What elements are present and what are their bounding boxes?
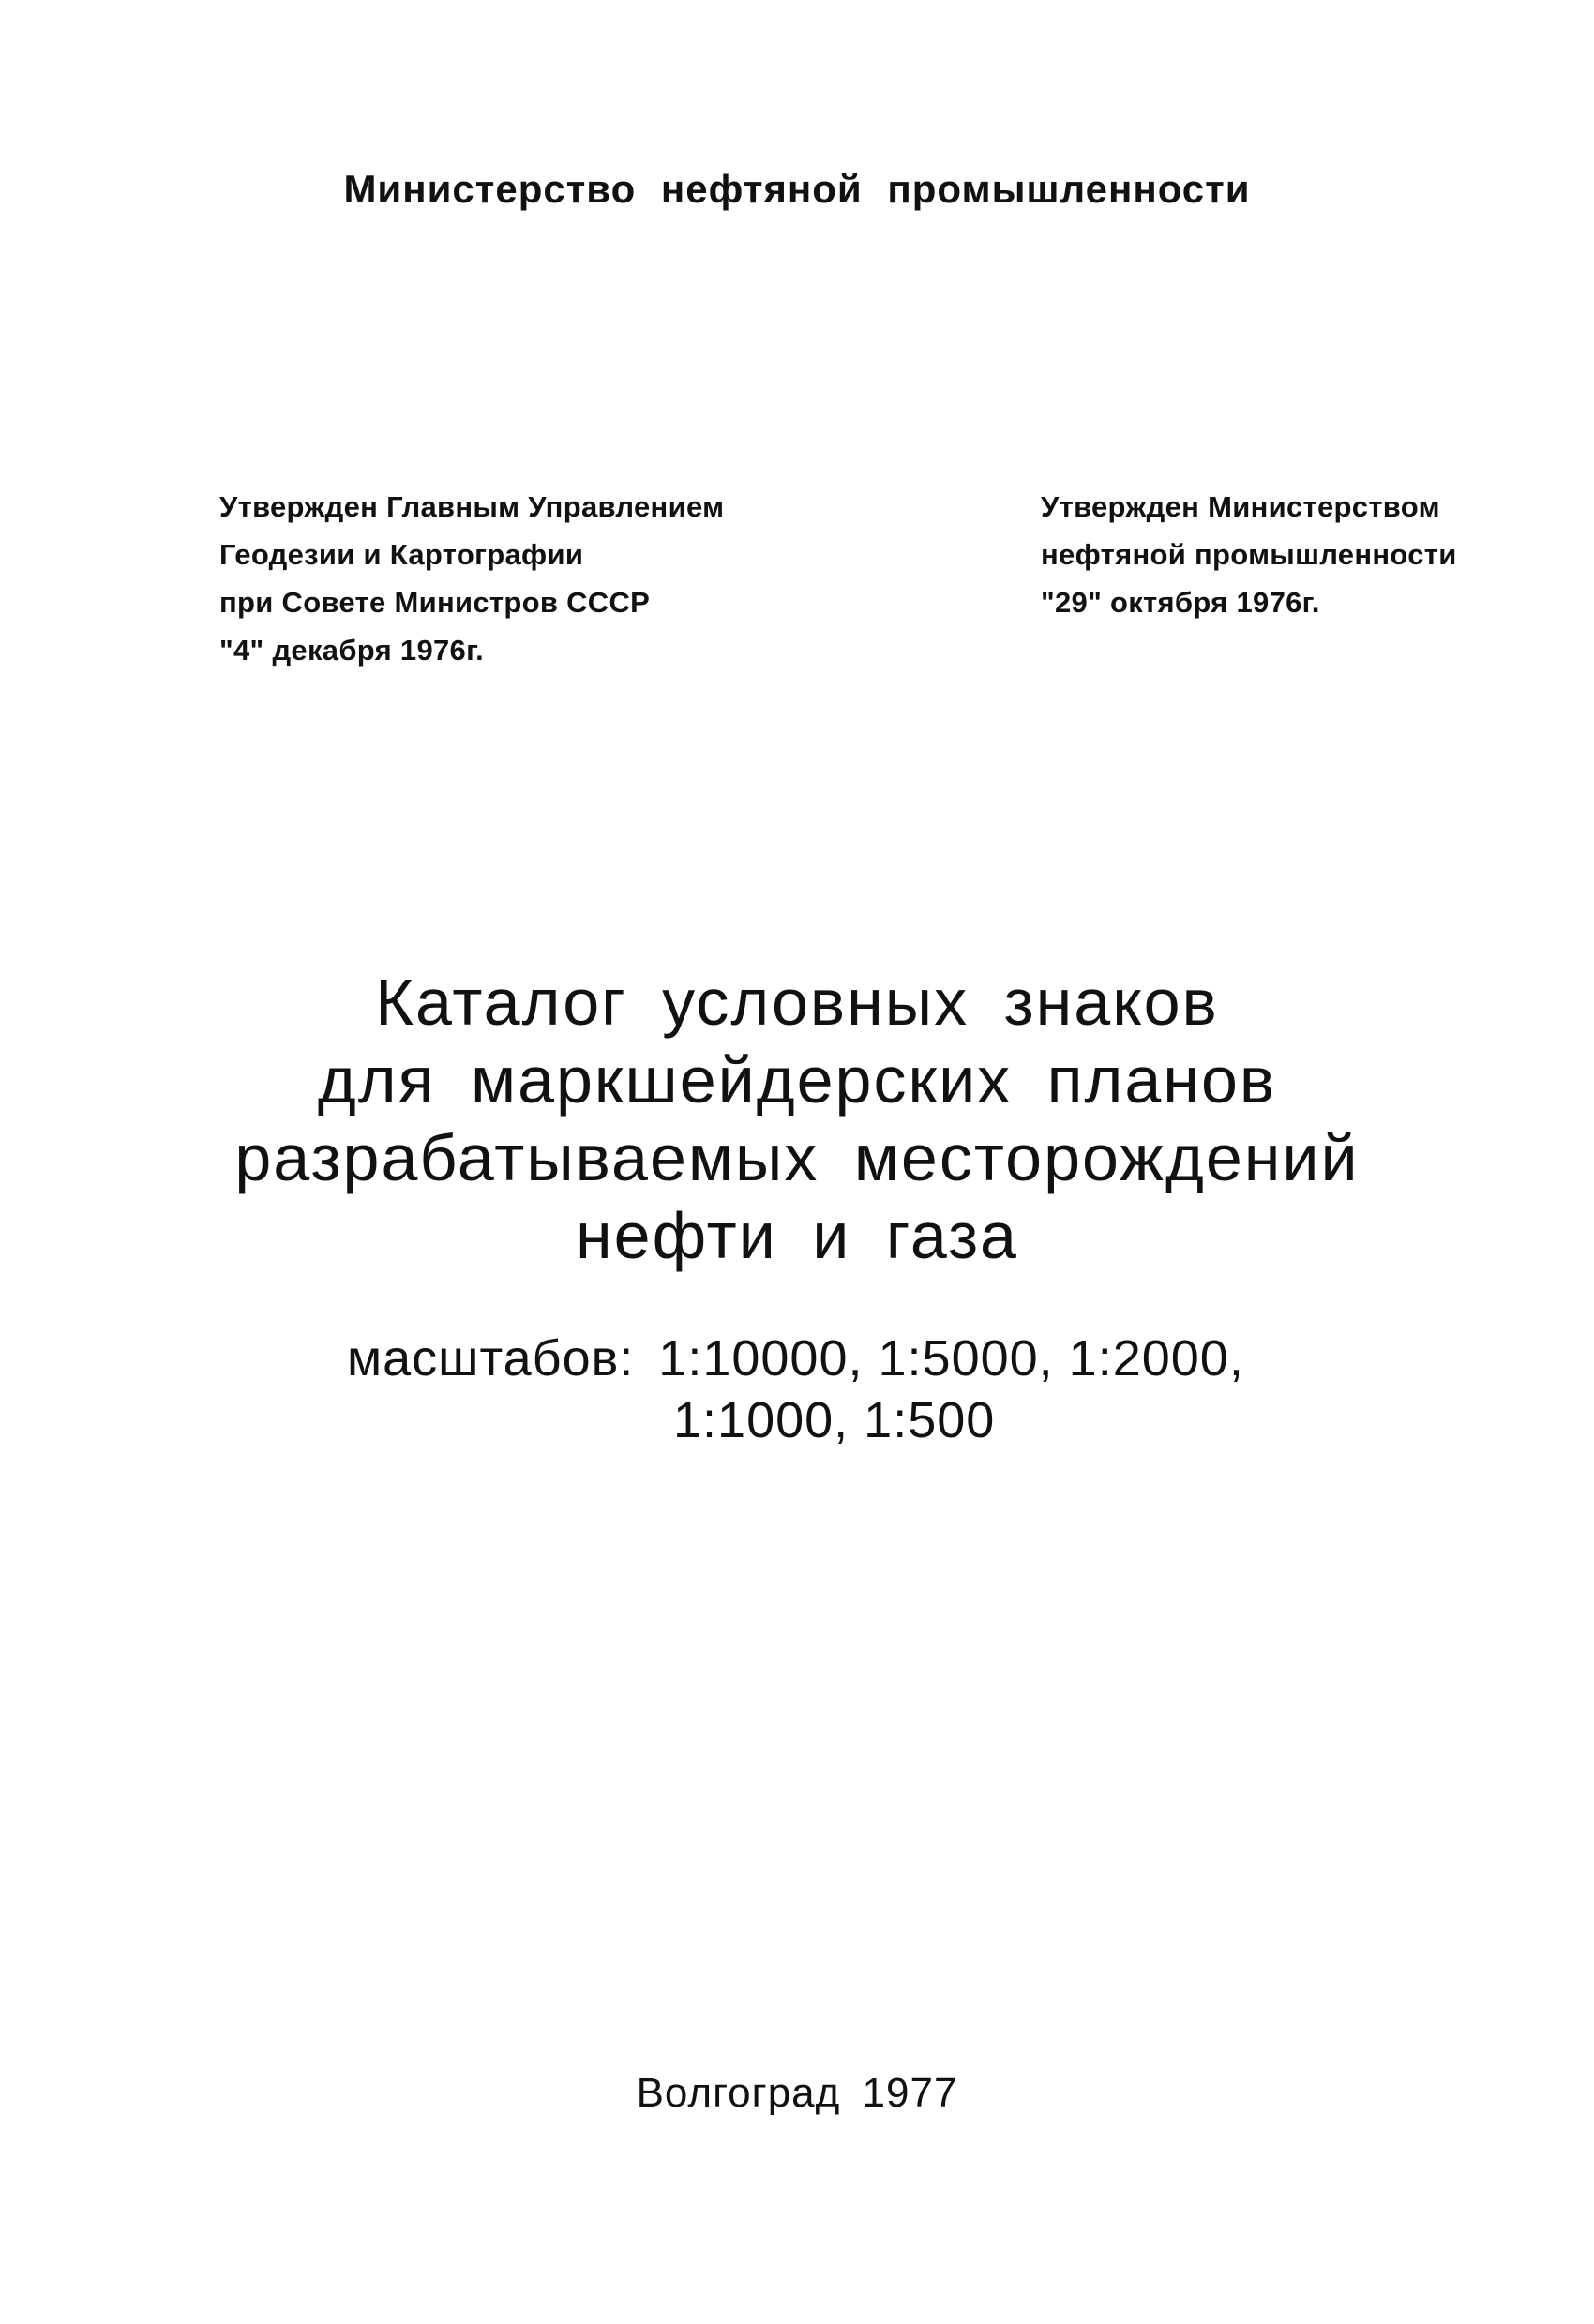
approval-right-line: Утвержден Министерством: [1041, 490, 1440, 523]
approval-right-date: "29" октября 1976г.: [1041, 586, 1320, 619]
title-line: Каталог условных знаков: [375, 966, 1219, 1039]
title-line: нефти и газа: [576, 1199, 1018, 1272]
approval-left-line: Геодезии и Картографии: [219, 538, 584, 571]
approval-left-line: Утвержден Главным Управлением: [219, 490, 725, 523]
title-line: разрабатываемых месторождений: [234, 1121, 1360, 1194]
approval-block-right: [1041, 483, 1566, 626]
scales-values-2: 1:1000, 1:500: [673, 1392, 996, 1448]
approval-block-left: [219, 483, 876, 674]
title-line: для маркшейдерских планов: [317, 1043, 1277, 1117]
approval-left-line: при Совете Министров СССР: [219, 586, 651, 619]
scales-label: масштабов:: [347, 1330, 635, 1387]
scales-values-1: 1:10000, 1:5000, 1:2000,: [658, 1330, 1244, 1387]
scales-row-1: [347, 1327, 1244, 1390]
approval-left-date: "4" декабря 1976г.: [219, 634, 485, 667]
document-title: [0, 964, 1594, 1275]
ministry-heading: Министерство нефтяной промышленности: [343, 167, 1251, 211]
city-year: Волгоград 1977: [636, 2070, 958, 2116]
approval-right-line: нефтяной промышленности: [1041, 538, 1457, 571]
